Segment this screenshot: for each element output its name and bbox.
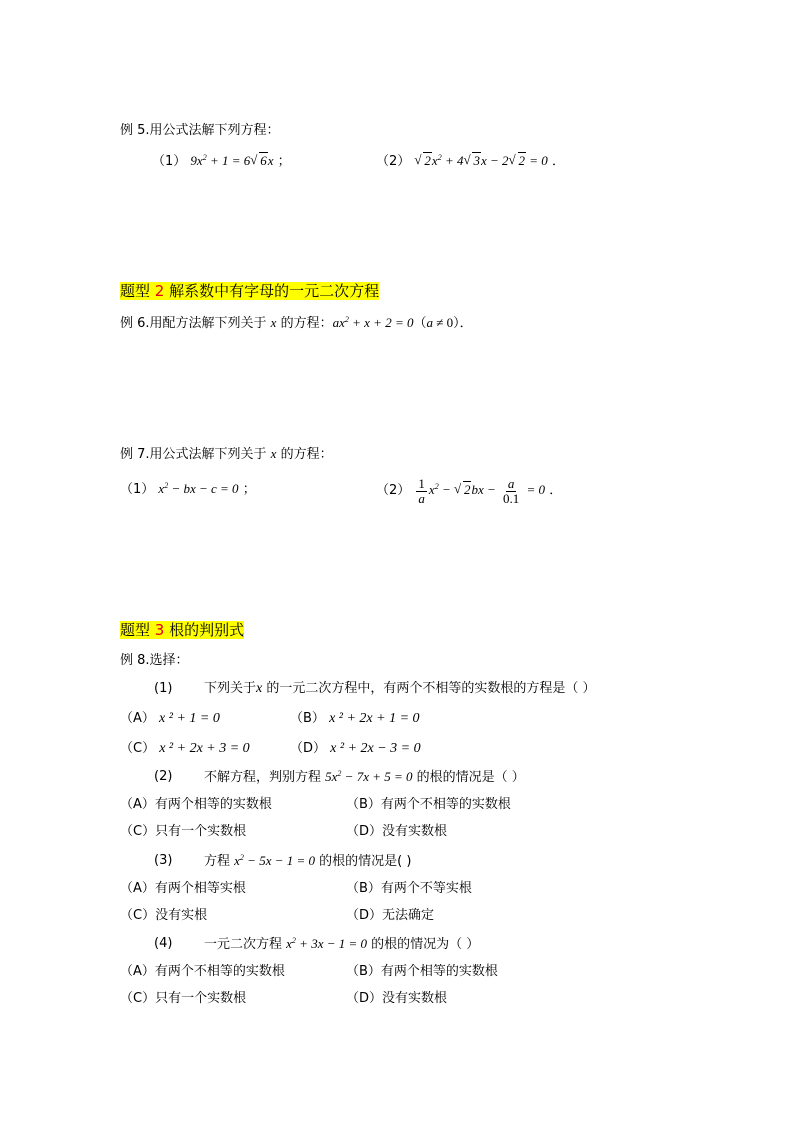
heading-prefix: 题型 [120,282,155,300]
term: x [234,853,240,868]
heading-number: 2 [154,282,165,300]
sqrt-symbol: √ 2 [508,152,526,168]
ex5-part2-equation: √ $2x^2 + 4$ √ 3x − 2 √ 2 = 0 [414,152,548,168]
type3-heading-highlight [120,621,244,639]
question-text: 的根的情况为（ ） [367,937,480,952]
question-text: 一元二次方程 [204,937,287,952]
punct: ； [242,482,256,497]
ex5-part1-label: （1） [152,154,187,169]
question-text: 的根的情况是( ) [315,854,412,869]
heading-number: 3 [154,621,165,639]
ex8-q1-option-a [120,710,220,728]
punct: （ [413,316,427,331]
numerator: a [507,475,515,491]
term: x − 2 [480,153,509,168]
variable: x [270,315,277,330]
option-label: （C） [120,741,156,756]
term: x [158,481,165,496]
sqrt-symbol: √ 3 [463,152,480,168]
term: + 1 = 6 [206,153,251,168]
radicand: 3 [473,153,480,168]
ex5-part1-equation: $9x^2 + 1 = 6$ √ 6x [190,152,274,168]
option-label: （D） [290,741,327,756]
radicand: 2 [463,482,471,497]
radicand: 2 [424,153,431,168]
radicand: 6 [260,153,267,168]
sqrt-symbol: √ 2 [414,152,431,168]
ex8-q3-label: (3) [154,853,173,868]
sqrt-symbol: √ 2 [453,481,471,497]
variable: x [256,681,263,696]
term: − bx − c = 0 [168,481,239,496]
term: ≠ 0 [432,315,454,330]
ex8-q2-label: (2) [154,769,173,784]
ex7-part2-label: （2） [376,483,411,498]
fraction [501,477,521,506]
question-text: 下列关于 [204,681,257,696]
term: + x + 2 = 0 [348,315,414,330]
ex7-part1-equation: $x^2$ − bx − c = 0 [158,481,239,496]
ex7-part2-equation: $\frac{1}{a}$ $x^2$ − √ 2bx − $\frac{a}{0.1}$ = 0 [414,482,545,497]
ex6-text: 例 6.用配方法解下列关于 [120,316,271,331]
ex5-part2 [376,152,565,171]
ex6-equation: $ax^2 + x + 2 = 0$ [332,315,414,330]
type3-heading [120,621,244,639]
variable: a [426,315,433,330]
ex8-q3-option-d: （D）无法确定 [346,908,435,923]
option-label: （A） [120,711,155,726]
term: 5x [325,769,338,784]
ex8-title: 例 8.选择： [120,653,189,668]
ex6-text: 的方程： [276,316,333,331]
denominator: 0.1 [503,490,520,506]
ex8-q1-option-d [290,740,421,758]
fraction [416,477,427,506]
ex8-q4-label: (4) [154,936,173,951]
term: x [428,482,435,497]
ex8-q3-text [204,852,411,871]
heading-prefix: 题型 [120,621,155,639]
ex8-q4-text [204,935,479,954]
numerator: 1 [418,475,425,491]
term: x [286,936,292,951]
term: 9x [190,153,203,168]
ex6 [120,314,473,333]
term: − [438,482,454,497]
ex8-q4-option-c: （C）只有一个实数根 [120,991,247,1006]
question-equation: $5x^2 - 7x + 5 = 0$ [325,769,413,784]
type2-heading [120,282,379,300]
ex8-q2-text [204,768,525,787]
option-equation: x ² + 2x − 3 = 0 [330,741,421,756]
ex8-q1-option-b [290,710,420,728]
ex7-part2 [376,472,562,509]
term: x [267,153,274,168]
term: = 0 [523,482,546,497]
option-equation: x ² + 1 = 0 [159,711,220,726]
ex8-q1-text [204,680,596,698]
term: − 5x − 1 = 0 [243,853,316,868]
ex5-part2-label: （2） [376,154,411,169]
ex8-q2-option-b: （B）有两个不相等的实数根 [346,797,511,812]
term: x [431,153,438,168]
punct: ． [549,483,563,498]
ex7-part1 [120,480,256,499]
option-equation: x ² + 2x + 3 = 0 [159,741,250,756]
type2-heading-highlight [120,282,379,300]
term: ax [332,315,345,330]
radicand: 2 [518,153,526,168]
ex7-title [120,445,333,464]
ex8-q1-option-c [120,740,250,758]
question-equation: $x^2 - 5x - 1 = 0$ [234,853,316,868]
ex7-text: 例 7.用公式法解下列关于 [120,447,271,462]
ex8-q3-option-a: （A）有两个相等实根 [120,881,246,896]
heading-title: 解系数中有字母的一元二次方程 [164,282,380,300]
ex8-q4-option-b: （B）有两个相等的实数根 [346,964,498,979]
option-equation: x ² + 2x + 1 = 0 [329,711,420,726]
variable: x [270,446,277,461]
ex8-q3-option-b: （B）有两个不等实根 [346,881,472,896]
question-text: 的根的情况是（ ） [412,770,525,785]
punct: ． [551,154,565,169]
term: = 0 [526,153,548,168]
ex5-part1 [152,152,291,171]
ex8-q1-label: (1) [154,681,173,696]
ex7-part1-label: （1） [120,482,155,497]
ex7-text: 的方程： [276,447,333,462]
punct: ）． [453,316,473,331]
sqrt-symbol: √ 6 [250,152,267,168]
term: − 7x + 5 = 0 [341,769,413,784]
ex5-title: 例 5.用公式法解下列方程： [120,123,280,138]
heading-title: 根的判别式 [164,621,245,639]
ex8-q2-option-d: （D）没有实数根 [346,824,448,839]
term: + 4 [441,153,464,168]
ex8-q2-option-c: （C）只有一个实数根 [120,824,247,839]
question-text: 不解方程，判别方程 [204,770,326,785]
option-label: （B） [290,711,325,726]
ex8-q2-option-a: （A）有两个相等的实数根 [120,797,272,812]
question-text: 方程 [204,854,235,869]
question-text: 的一元二次方程中，有两个不相等的实数根的方程是（ ） [262,681,596,696]
question-equation: $x^2 + 3x - 1 = 0$ [286,936,368,951]
punct: ； [277,154,291,169]
ex8-q4-option-d: （D）没有实数根 [346,991,448,1006]
ex8-q4-option-a: （A）有两个不相等的实数根 [120,964,285,979]
ex8-q3-option-c: （C）没有实根 [120,908,208,923]
term: + 3x − 1 = 0 [295,936,368,951]
term: bx − [471,482,500,497]
denominator: a [418,490,425,506]
